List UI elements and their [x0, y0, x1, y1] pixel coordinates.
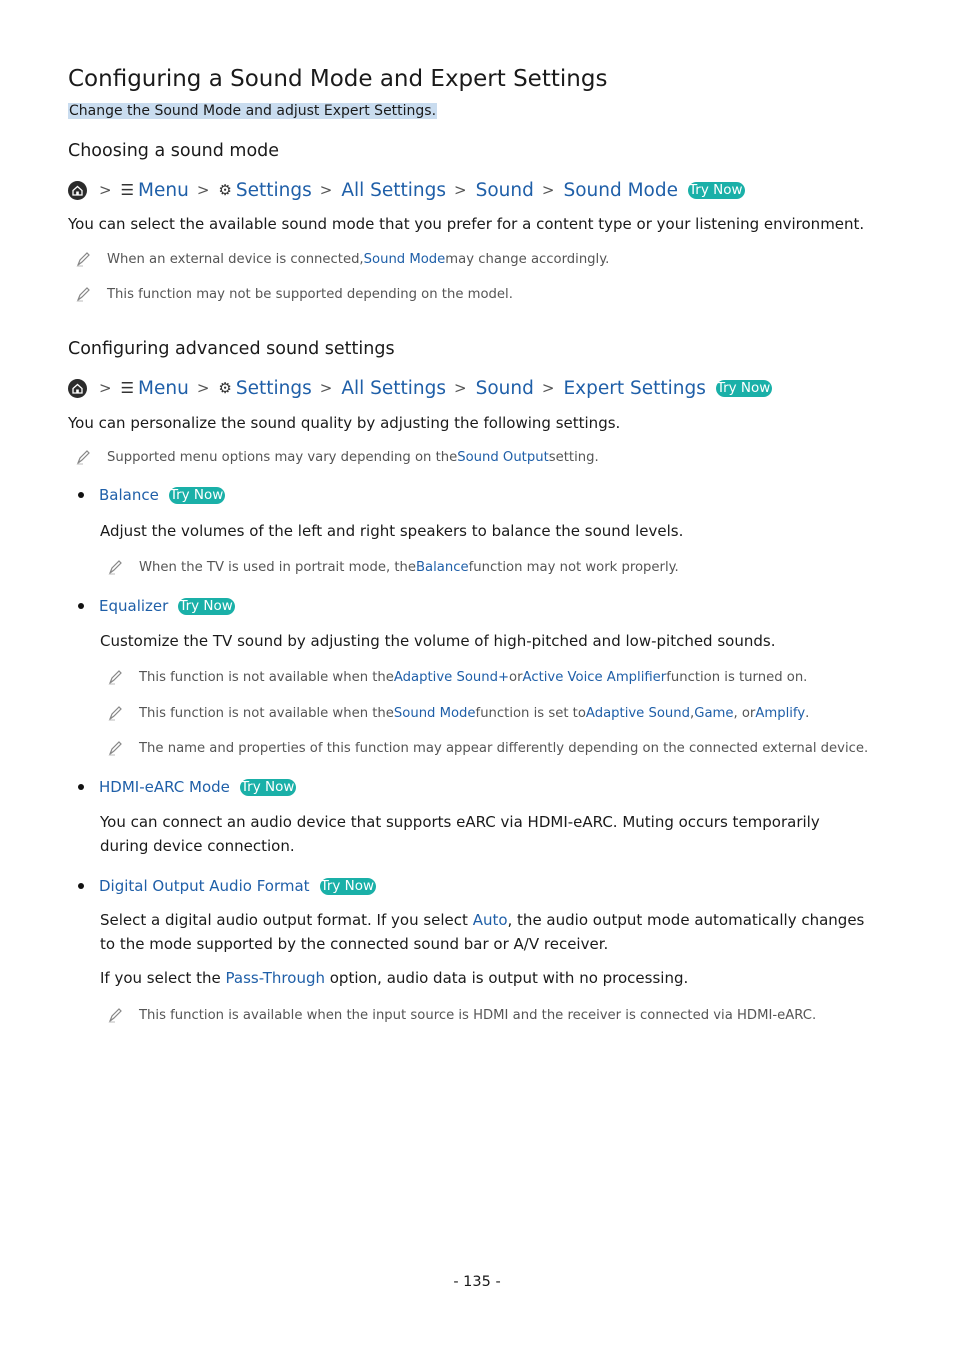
- note: This function is not available when the Sound Mode function is set to Adaptive Sound , Game , or Amplify .: [106, 705, 809, 721]
- breadcrumb-all-settings[interactable]: All Settings: [341, 179, 447, 201]
- menu-icon: ☰: [120, 379, 135, 397]
- chevron-right-icon: >: [541, 379, 555, 397]
- adaptive-sound-link[interactable]: Adaptive Sound: [585, 705, 691, 721]
- pencil-icon: [74, 286, 94, 302]
- try-now-button[interactable]: Try Now: [240, 778, 295, 795]
- menu-icon: ☰: [120, 181, 135, 199]
- pass-through-description: If you select the Pass-Through option, audio data is output with no processing.: [100, 969, 689, 987]
- pencil-icon: [106, 669, 126, 685]
- breadcrumb-expert-settings[interactable]: Expert Settings: [563, 377, 706, 399]
- sound-mode-description: You can select the available sound mode that you prefer for a content type or your listening environment.: [68, 215, 865, 233]
- breadcrumb-sound[interactable]: Sound: [475, 179, 534, 201]
- chevron-right-icon: >: [454, 379, 467, 397]
- try-now-button[interactable]: Try Now: [320, 877, 375, 894]
- pencil-icon: [74, 251, 94, 267]
- list-item-digital-output: [78, 877, 376, 895]
- chevron-right-icon: >: [99, 181, 112, 199]
- page-subtitle: Change the Sound Mode and adjust Expert Settings.: [69, 103, 437, 119]
- pencil-icon: [106, 1007, 126, 1023]
- chevron-right-icon: >: [99, 379, 112, 397]
- breadcrumb-settings[interactable]: Settings: [235, 179, 312, 201]
- note: This function is available when the input source is HDMI and the receiver is connected via HDMI-eARC.: [106, 1007, 816, 1023]
- note: When an external device is connected, Sound Mode may change accordingly.: [74, 251, 609, 267]
- active-voice-amplifier-link[interactable]: Active Voice Amplifier: [522, 669, 667, 685]
- bullet-dot: [78, 883, 84, 889]
- note: This function may not be supported depending on the model.: [74, 286, 513, 302]
- bullet-dot: [78, 784, 84, 790]
- chevron-right-icon: >: [454, 181, 467, 199]
- sound-mode-link[interactable]: Sound Mode: [393, 705, 476, 721]
- balance-link[interactable]: Balance: [416, 559, 469, 575]
- home-icon[interactable]: [68, 181, 87, 200]
- breadcrumb-settings[interactable]: Settings: [235, 377, 312, 399]
- chevron-right-icon: >: [319, 379, 333, 397]
- breadcrumb-all-settings[interactable]: All Settings: [341, 377, 447, 399]
- adaptive-sound-plus-link[interactable]: Adaptive Sound+: [393, 669, 510, 685]
- pencil-icon: [106, 705, 126, 721]
- chevron-right-icon: >: [196, 181, 210, 199]
- list-item-balance: [78, 486, 225, 504]
- equalizer-description: Customize the TV sound by adjusting the volume of high-pitched and low-pitched sounds.: [100, 632, 776, 650]
- try-now-button[interactable]: Try Now: [689, 181, 743, 198]
- list-item-equalizer: [78, 597, 235, 615]
- breadcrumb-menu[interactable]: Menu: [138, 179, 189, 201]
- bullet-dot: [78, 492, 84, 498]
- sound-mode-link[interactable]: Sound Mode: [363, 251, 446, 267]
- page-number: - 135 -: [453, 1274, 501, 1290]
- list-item-hdmi-earc: [78, 778, 296, 796]
- breadcrumb-sound-mode: [68, 177, 745, 203]
- digital-output-description: Select a digital audio output format. If you select Auto, the audio output mode automatically changes to the mode supported by the connected sound bar or A/V receiver.: [100, 911, 865, 953]
- note: Supported menu options may vary depending on the Sound Output setting.: [74, 449, 599, 465]
- pencil-icon: [74, 449, 94, 465]
- digital-output-audio-format-link[interactable]: Digital Output Audio Format: [99, 877, 310, 895]
- gear-icon: ⚙: [218, 379, 232, 397]
- balance-description: Adjust the volumes of the left and right speakers to balance the sound levels.: [100, 522, 684, 540]
- chevron-right-icon: >: [319, 181, 333, 199]
- note: This function is not available when the Adaptive Sound+ or Active Voice Amplifier function is turned on.: [106, 669, 807, 685]
- breadcrumb-sound[interactable]: Sound: [475, 377, 534, 399]
- hdmi-earc-description: You can connect an audio device that supports eARC via HDMI-eARC. Muting occurs temporarily during device connection.: [100, 813, 820, 855]
- try-now-button[interactable]: Try Now: [716, 379, 771, 396]
- section-heading-sound-mode: Choosing a sound mode: [68, 141, 280, 161]
- section-heading-advanced-sound: Configuring advanced sound settings: [68, 339, 395, 359]
- auto-link[interactable]: Auto: [472, 911, 508, 929]
- page-title: Configuring a Sound Mode and Expert Settings: [68, 66, 608, 92]
- breadcrumb-expert-settings: [68, 375, 772, 401]
- pencil-icon: [106, 559, 126, 575]
- expert-settings-description: You can personalize the sound quality by adjusting the following settings.: [68, 414, 621, 432]
- gear-icon: ⚙: [218, 181, 232, 199]
- balance-link[interactable]: Balance: [99, 486, 159, 504]
- try-now-button[interactable]: Try Now: [179, 597, 233, 614]
- note: When the TV is used in portrait mode, the Balance function may not work properly.: [106, 559, 679, 575]
- hdmi-earc-mode-link[interactable]: HDMI-eARC Mode: [99, 778, 230, 796]
- pass-through-link[interactable]: Pass-Through: [225, 969, 325, 987]
- pencil-icon: [106, 740, 126, 756]
- amplify-link[interactable]: Amplify: [755, 705, 806, 721]
- note: The name and properties of this function may appear differently depending on the connected external device.: [106, 740, 868, 756]
- game-link[interactable]: Game: [694, 705, 734, 721]
- breadcrumb-sound-mode[interactable]: Sound Mode: [563, 179, 678, 201]
- chevron-right-icon: >: [196, 379, 210, 397]
- chevron-right-icon: >: [541, 181, 555, 199]
- home-icon[interactable]: [68, 379, 87, 398]
- equalizer-link[interactable]: Equalizer: [99, 597, 169, 615]
- sound-output-link[interactable]: Sound Output: [457, 449, 549, 465]
- breadcrumb-menu[interactable]: Menu: [138, 377, 189, 399]
- bullet-dot: [78, 603, 84, 609]
- try-now-button[interactable]: Try Now: [169, 486, 224, 503]
